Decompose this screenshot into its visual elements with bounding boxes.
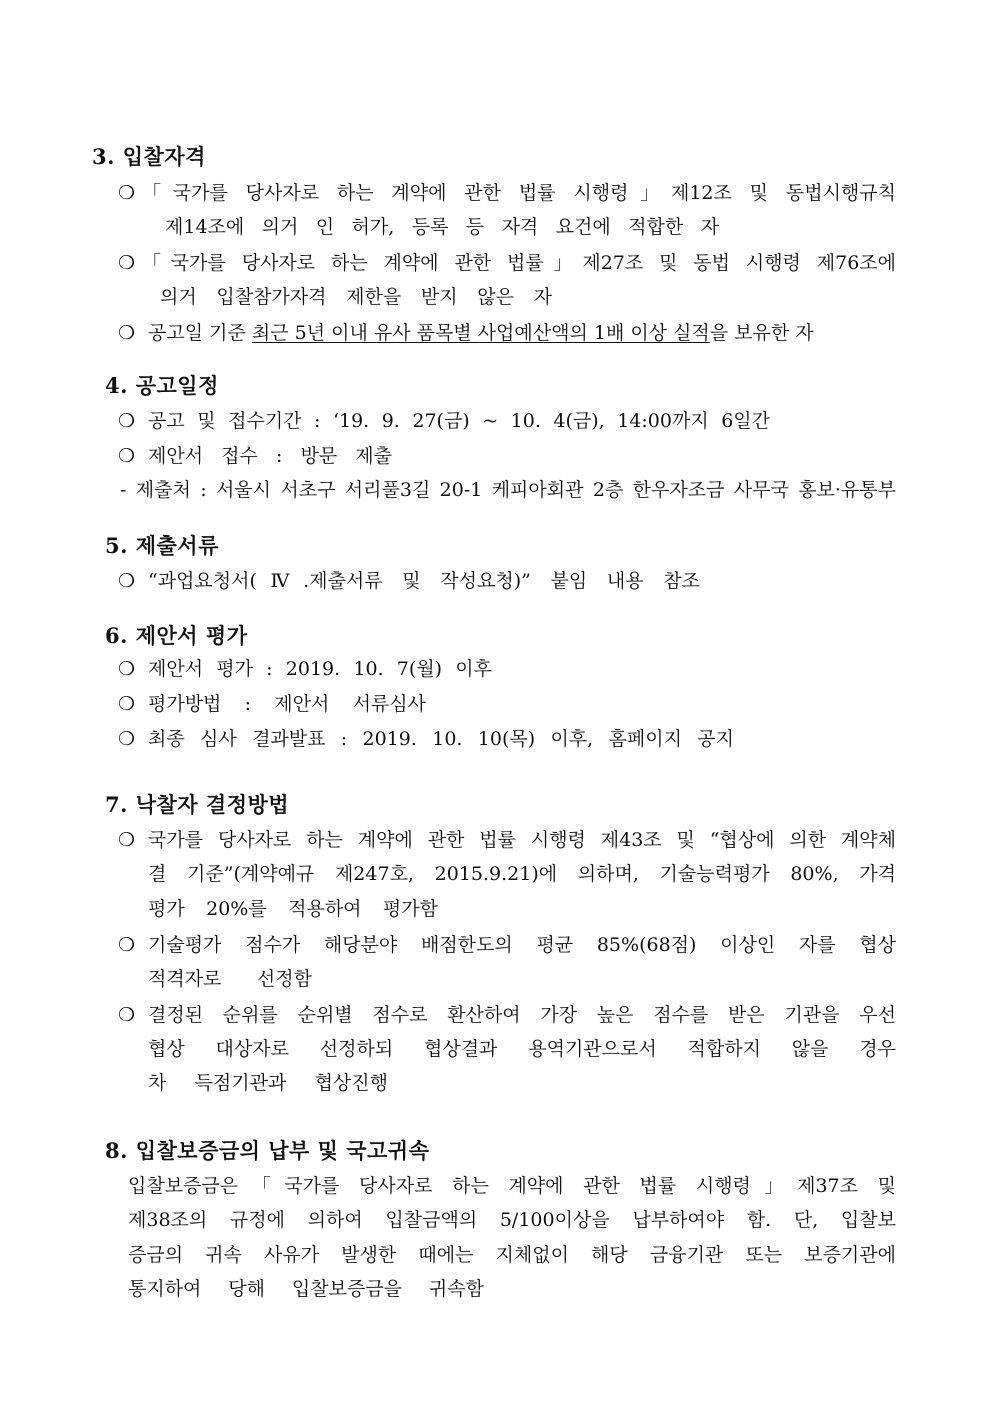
s8-line4: 통지하여 당해 입찰보증금을 귀속함 bbox=[128, 1278, 484, 1300]
s3-item2-line2: 의거 입찰참가자격 제한을 받지 않은 자 bbox=[160, 286, 552, 308]
section-8-heading: 8. 입찰보증금의 납부 및 국고귀속 bbox=[105, 1138, 430, 1163]
s6-item3: 최종 심사 결과발표 : 2019. 10. 10(목) 이후, 홈페이지 공지 bbox=[148, 728, 734, 750]
section-7-heading: 7. 낙찰자 결정방법 bbox=[105, 792, 290, 817]
section-5-heading: 5. 제출서류 bbox=[105, 533, 219, 558]
bullet-icon: ❍ bbox=[118, 934, 136, 956]
s7-item1-line2: 결 기준”(계약예규 제247호, 2015.9.21)에 의하며, 기술능력평가 80%, 가격 bbox=[148, 863, 896, 885]
s3-item3-pre: 공고일 기준 bbox=[148, 322, 252, 344]
bullet-icon: ❍ bbox=[118, 252, 136, 274]
s6-item2: 평가방법 : 제안서 서류심사 bbox=[148, 693, 426, 715]
s7-item2-line1: 기술평가 점수가 해당분야 배점한도의 평균 85%(68점) 이상인 자를 협상 bbox=[148, 934, 896, 956]
s8-line1: 입찰보증금은「국가를 당사자로 하는 계약에 관한 법률 시행령」제37조 및 bbox=[128, 1175, 896, 1197]
s3-item3-post: 을 보유한 자 bbox=[709, 322, 814, 344]
s8-line3: 증금의 귀속 사유가 발생한 때에는 지체없이 해당 금융기관 또는 보증기관에 bbox=[128, 1244, 896, 1266]
bullet-icon: ❍ bbox=[118, 445, 136, 467]
s5-item1: “과업요청서(Ⅳ.제출서류 및 작성요청)” 붙임 내용 참조 bbox=[148, 570, 700, 592]
bullet-icon: ❍ bbox=[118, 410, 136, 432]
s3-item3 bbox=[148, 320, 814, 346]
s7-item3-line3: 차 득점기관과 협상진행 bbox=[148, 1072, 388, 1094]
s3-item1-line1: 「국가를 당사자로 하는 계약에 관한 법률 시행령」제12조 및 동법시행규칙 bbox=[142, 182, 896, 204]
s7-item3-line2: 협상 대상자로 선정하되 협상결과 용역기관으로서 적합하지 않을 경우 bbox=[148, 1038, 896, 1060]
s3-item2-line1: 「국가를 당사자로 하는 계약에 관한 법률」제27조 및 동법 시행령 제76조에 bbox=[142, 252, 896, 274]
section-3-heading: 3. 입찰자격 bbox=[92, 144, 206, 169]
bullet-icon: ❍ bbox=[118, 728, 136, 750]
bullet-icon: ❍ bbox=[118, 322, 136, 344]
bullet-icon: ❍ bbox=[118, 570, 136, 592]
section-6-heading: 6. 제안서 평가 bbox=[105, 623, 248, 648]
s7-item1-line1: 국가를 당사자로 하는 계약에 관한 법률 시행령 제43조 및 “협상에 의한 계약체 bbox=[148, 829, 896, 851]
s6-item1: 제안서 평가 : 2019. 10. 7(월) 이후 bbox=[148, 658, 492, 680]
s7-item3-line1: 결정된 순위를 순위별 점수로 환산하여 가장 높은 점수를 받은 기관을 우선 bbox=[148, 1004, 896, 1026]
bullet-icon: ❍ bbox=[118, 1004, 136, 1026]
s7-item2-line2: 적격자로 선정함 bbox=[148, 968, 312, 990]
s7-item1-line3: 평가 20%를 적용하여 평가함 bbox=[148, 898, 438, 920]
s8-line2: 제38조의 규정에 의하여 입찰금액의 5/100이상을 납부하여야 함. 단, 입찰보 bbox=[128, 1209, 896, 1231]
bullet-icon: ❍ bbox=[118, 693, 136, 715]
s3-item3-underlined: 최근 5년 이내 유사 품목별 사업예산액의 1배 이상 실적 bbox=[251, 322, 710, 344]
s4-item1: 공고 및 접수기간 : ‘19. 9. 27(금) ~ 10. 4(금), 14:00까지 6일간 bbox=[148, 410, 770, 432]
s4-item2: 제안서 접수 : 방문 제출 bbox=[148, 445, 392, 467]
s4-submission-place: - 제출처 : 서울시 서초구 서리풀3길 20-1 케피아회관 2층 한우자조금 사무국 홍보·유통부 bbox=[120, 479, 896, 501]
bullet-icon: ❍ bbox=[118, 182, 136, 204]
s3-item1-line2: 제14조에 의거 인 허가, 등록 등 자격 요건에 적합한 자 bbox=[165, 216, 719, 238]
section-4-heading: 4. 공고일정 bbox=[105, 373, 219, 398]
bullet-icon: ❍ bbox=[118, 658, 136, 680]
bullet-icon: ❍ bbox=[118, 829, 136, 851]
